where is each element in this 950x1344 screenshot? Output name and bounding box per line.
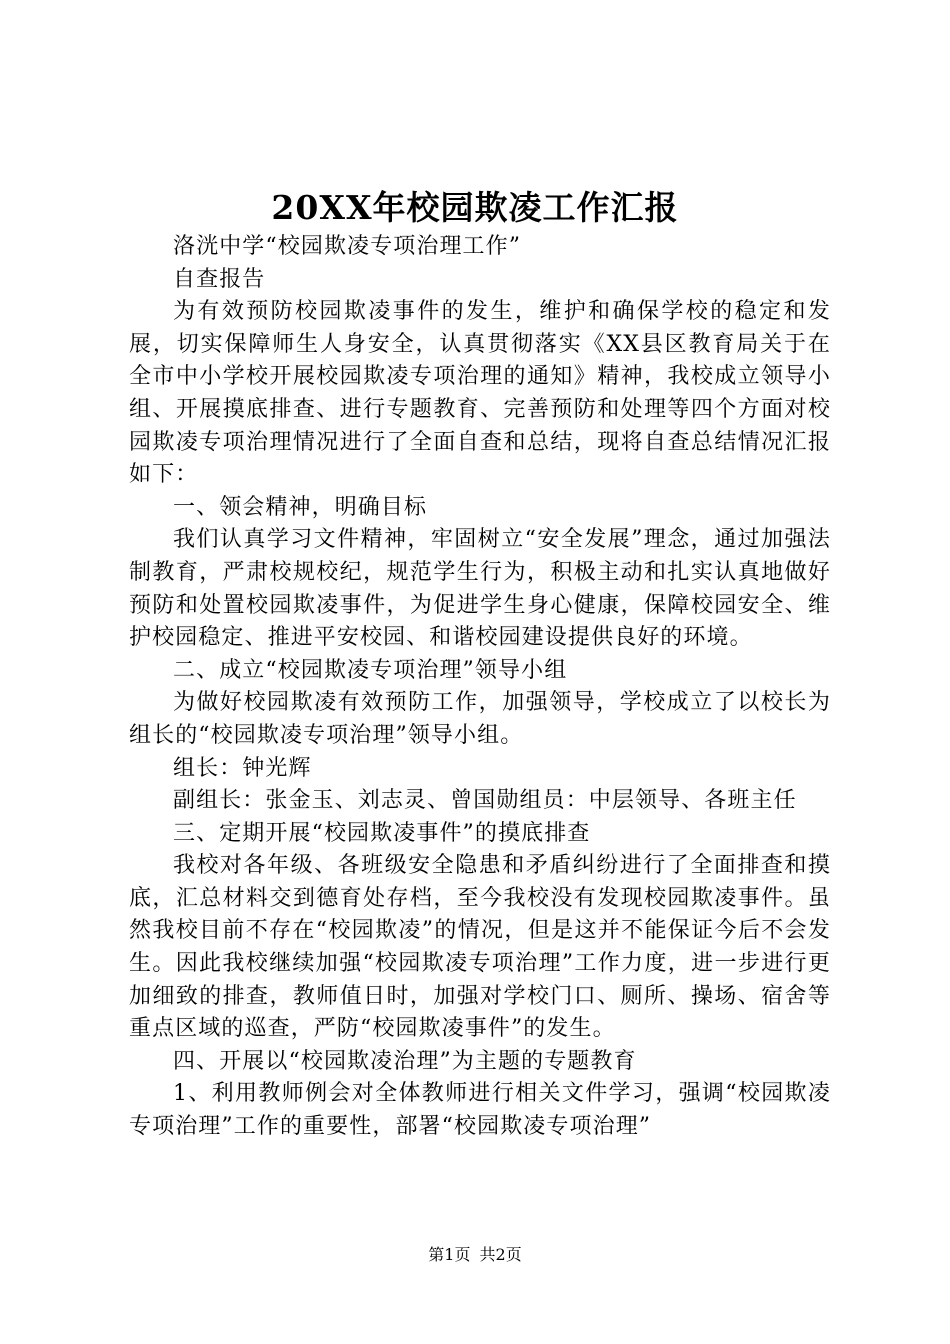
document-body <box>129 231 831 1144</box>
paragraph-intro: 为有效预防校园欺凌事件的发生，维护和确保学校的稳定和发展，切实保障师生人身安全，认真贯彻落实《XX县区教育局关于在全市中小学校开展校园欺凌专项治理的通知》精神，我校成立领导小组、开展摸底排查、进行专题教育、完善预防和处理等四个方面对校园欺凌专项治理情况进行了全面自查和总结，现将自查总结情况汇报如下： <box>129 299 831 488</box>
page-footer <box>0 1243 950 1267</box>
paragraph-school-heading: 洛洸中学“校园欺凌专项治理工作” <box>173 234 522 259</box>
paragraph-section-2: 为做好校园欺凌有效预防工作，加强领导，学校成立了以校长为组长的“校园欺凌专项治理”领导小组。 <box>129 690 831 748</box>
paragraph-section-3: 我校对各年级、各班级安全隐患和矛盾纠纷进行了全面排查和摸底，汇总材料交到德育处存档，至今我校没有发现校园欺凌事件。虽然我校目前不存在“校园欺凌”的情况，但是这并不能保证今后不会发生。因此我校继续加强“校园欺凌专项治理”工作力度，进一步进行更加细致的排查，教师值日时，加强对学校门口、厕所、操场、宿舍等重点区域的巡查，严防“校园欺凌事件”的发生。 <box>129 853 831 1042</box>
paragraph-report-heading: 自查报告 <box>173 266 266 292</box>
paragraph-section-1: 我们认真学习文件精神，牢固树立“安全发展”理念，通过加强法制教育，严肃校规校纪，规范学生行为，积极主动和扎实认真地做好预防和处置校园欺凌事件，为促进学生身心健康，保障校园安全、维护校园稳定、推进平安校园、和谐校园建设提供良好的环境。 <box>129 527 831 651</box>
section-heading-3: 三、定期开展“校园欺凌事件”的摸底排查 <box>173 820 591 846</box>
page-total: 共2页 <box>479 1245 522 1264</box>
paragraph-section-4-item-1: 1、利用教师例会对全体教师进行相关文件学习，强调“校园欺凌专项治理”工作的重要性，部署“校园欺凌专项治理” <box>129 1081 831 1140</box>
page-number: 第1页 <box>428 1245 471 1264</box>
document-title: 20XX年校园欺凌工作汇报 <box>271 188 679 227</box>
paragraph-group-leader: 组长：钟光辉 <box>173 755 312 781</box>
section-heading-1: 一、领会精神，明确目标 <box>173 494 428 520</box>
section-heading-2: 二、成立“校园欺凌专项治理”领导小组 <box>173 657 568 683</box>
paragraph-deputy-leaders: 副组长：张金玉、刘志灵、曾国勋组员：中层领导、各班主任 <box>173 788 797 814</box>
section-heading-4: 四、开展以“校园欺凌治理”为主题的专题教育 <box>173 1048 637 1074</box>
